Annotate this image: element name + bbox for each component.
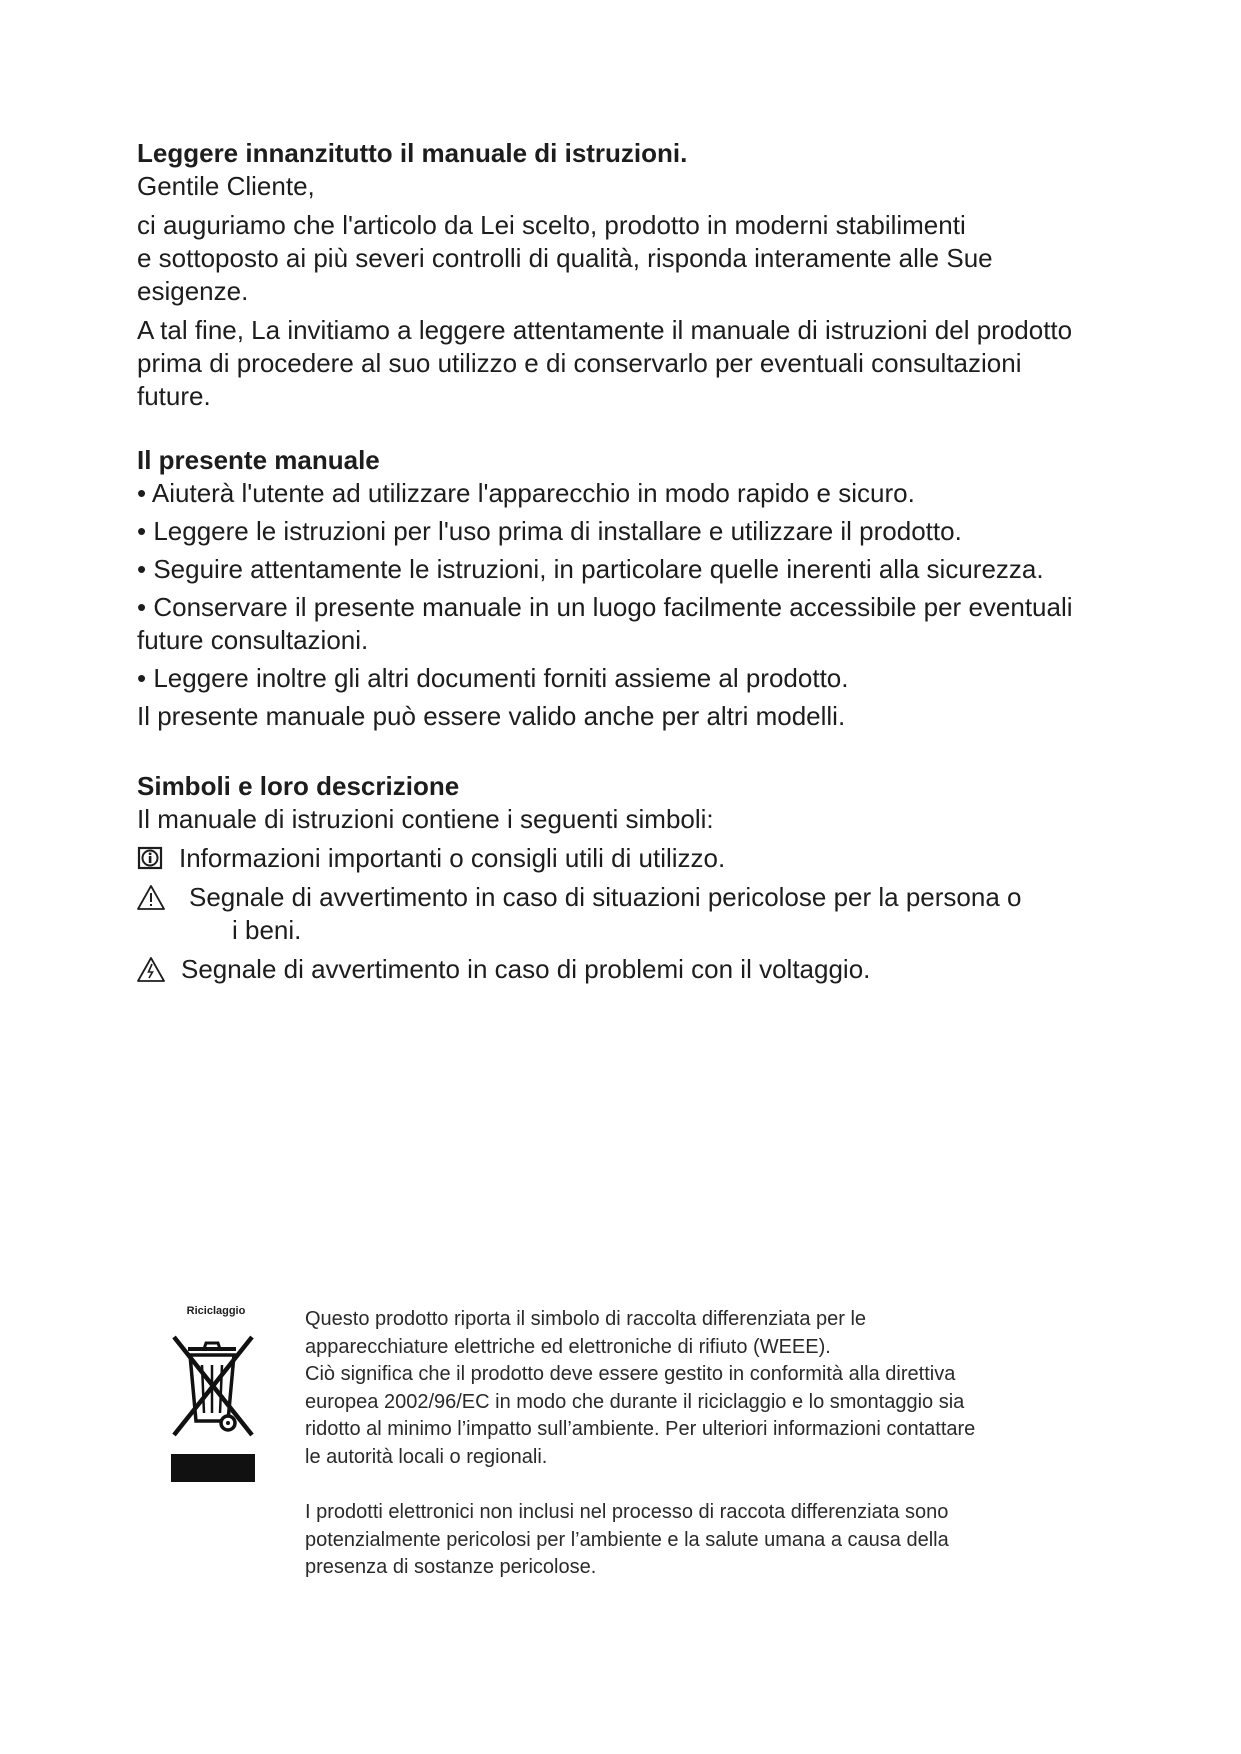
list-item: • Conservare il presente manuale in un luogo facilmente accessibile per eventuali: [137, 592, 1073, 622]
symbol-row-warning: [137, 881, 1127, 947]
greeting: Gentile Cliente,: [137, 171, 315, 201]
recycling-symbol-block: [162, 1305, 272, 1482]
intro-p1-line3: esigenze.: [137, 276, 249, 306]
symbol-warning-line1: Segnale di avvertimento in caso di situazioni pericolose per la persona o: [189, 882, 1022, 912]
symbols-intro: Il manuale di istruzioni contiene i seguenti simboli:: [137, 804, 714, 834]
recycling-label: Riciclaggio: [186, 1305, 246, 1317]
symbol-info-text: Informazioni importanti o consigli utili di utilizzo.: [179, 843, 726, 873]
recycling-line: presenza di sostanze pericolose.: [305, 1556, 597, 1578]
recycling-line: apparecchiature elettriche ed elettroniche di rifiuto (WEEE).: [305, 1335, 831, 1358]
symbol-warning-line2: i beni.: [232, 915, 302, 945]
intro-paragraph-2: [137, 314, 1127, 413]
recycling-line: europea 2002/96/EC in modo che durante il riciclaggio e lo smontaggio sia: [305, 1390, 965, 1413]
intro-paragraph-1: [137, 209, 1127, 308]
list-item: • Seguire attentamente le istruzioni, in particolare quelle inerenti alla sicurezza.: [137, 554, 1044, 584]
list-item-continuation: future consultazioni.: [137, 625, 369, 655]
recycling-line: Ciò significa che il prodotto deve essere gestito in conformità alla direttiva: [305, 1363, 956, 1385]
main-content: [137, 136, 1127, 992]
intro-p2-line2: prima di procedere al suo utilizzo e di conservarlo per eventuali consultazioni: [137, 348, 1022, 378]
intro-p2-line1: A tal fine, La invitiamo a leggere attentamente il manuale di istruzioni del prodotto: [137, 315, 1073, 345]
intro-title: Leggere innanzitutto il manuale di istruzioni.: [137, 138, 688, 168]
manual-note: Il presente manuale può essere valido anche per altri modelli.: [137, 701, 846, 731]
symbol-warning-text: [189, 881, 1127, 947]
intro-p2-line3: future.: [137, 381, 211, 411]
weee-black-bar: [171, 1454, 255, 1482]
recycling-line: potenzialmente pericolosi per l’ambiente e la salute umana a causa della: [305, 1528, 949, 1551]
manual-bullet-list: [137, 477, 1127, 695]
weee-crossed-bin-icon: [162, 1331, 262, 1443]
warning-icon: [137, 884, 165, 912]
recycling-text: [305, 1306, 1085, 1582]
manual-section-title: Il presente manuale: [137, 445, 380, 475]
intro-p1-line2: e sottoposto ai più severi controlli di qualità, risponda interamente alle Sue: [137, 243, 993, 273]
recycling-line: ridotto al minimo l’impatto sull’ambiente. Per ulteriori informazioni contattare: [305, 1418, 976, 1440]
electric-warning-icon: [137, 956, 165, 984]
intro-p1-line1: ci auguriamo che l'articolo da Lei scelto, prodotto in moderni stabilimenti: [137, 210, 966, 240]
list-item: • Aiuterà l'utente ad utilizzare l'apparecchio in modo rapido e sicuro.: [137, 478, 915, 508]
recycling-line: Questo prodotto riporta il simbolo di raccolta differenziata per le: [305, 1308, 867, 1330]
recycling-line: le autorità locali o regionali.: [305, 1445, 548, 1468]
symbol-row-info: [137, 842, 1127, 875]
symbol-row-electric: [137, 953, 1127, 986]
symbols-section-title: Simboli e loro descrizione: [137, 771, 460, 801]
symbol-electric-text: Segnale di avvertimento in caso di problemi con il voltaggio.: [181, 954, 871, 984]
list-item: • Leggere inoltre gli altri documenti forniti assieme al prodotto.: [137, 663, 849, 693]
info-icon: [137, 845, 165, 873]
recycling-line: I prodotti elettronici non inclusi nel processo di raccota differenziata sono: [305, 1501, 949, 1523]
list-item: • Leggere le istruzioni per l'uso prima di installare e utilizzare il prodotto.: [137, 516, 962, 546]
